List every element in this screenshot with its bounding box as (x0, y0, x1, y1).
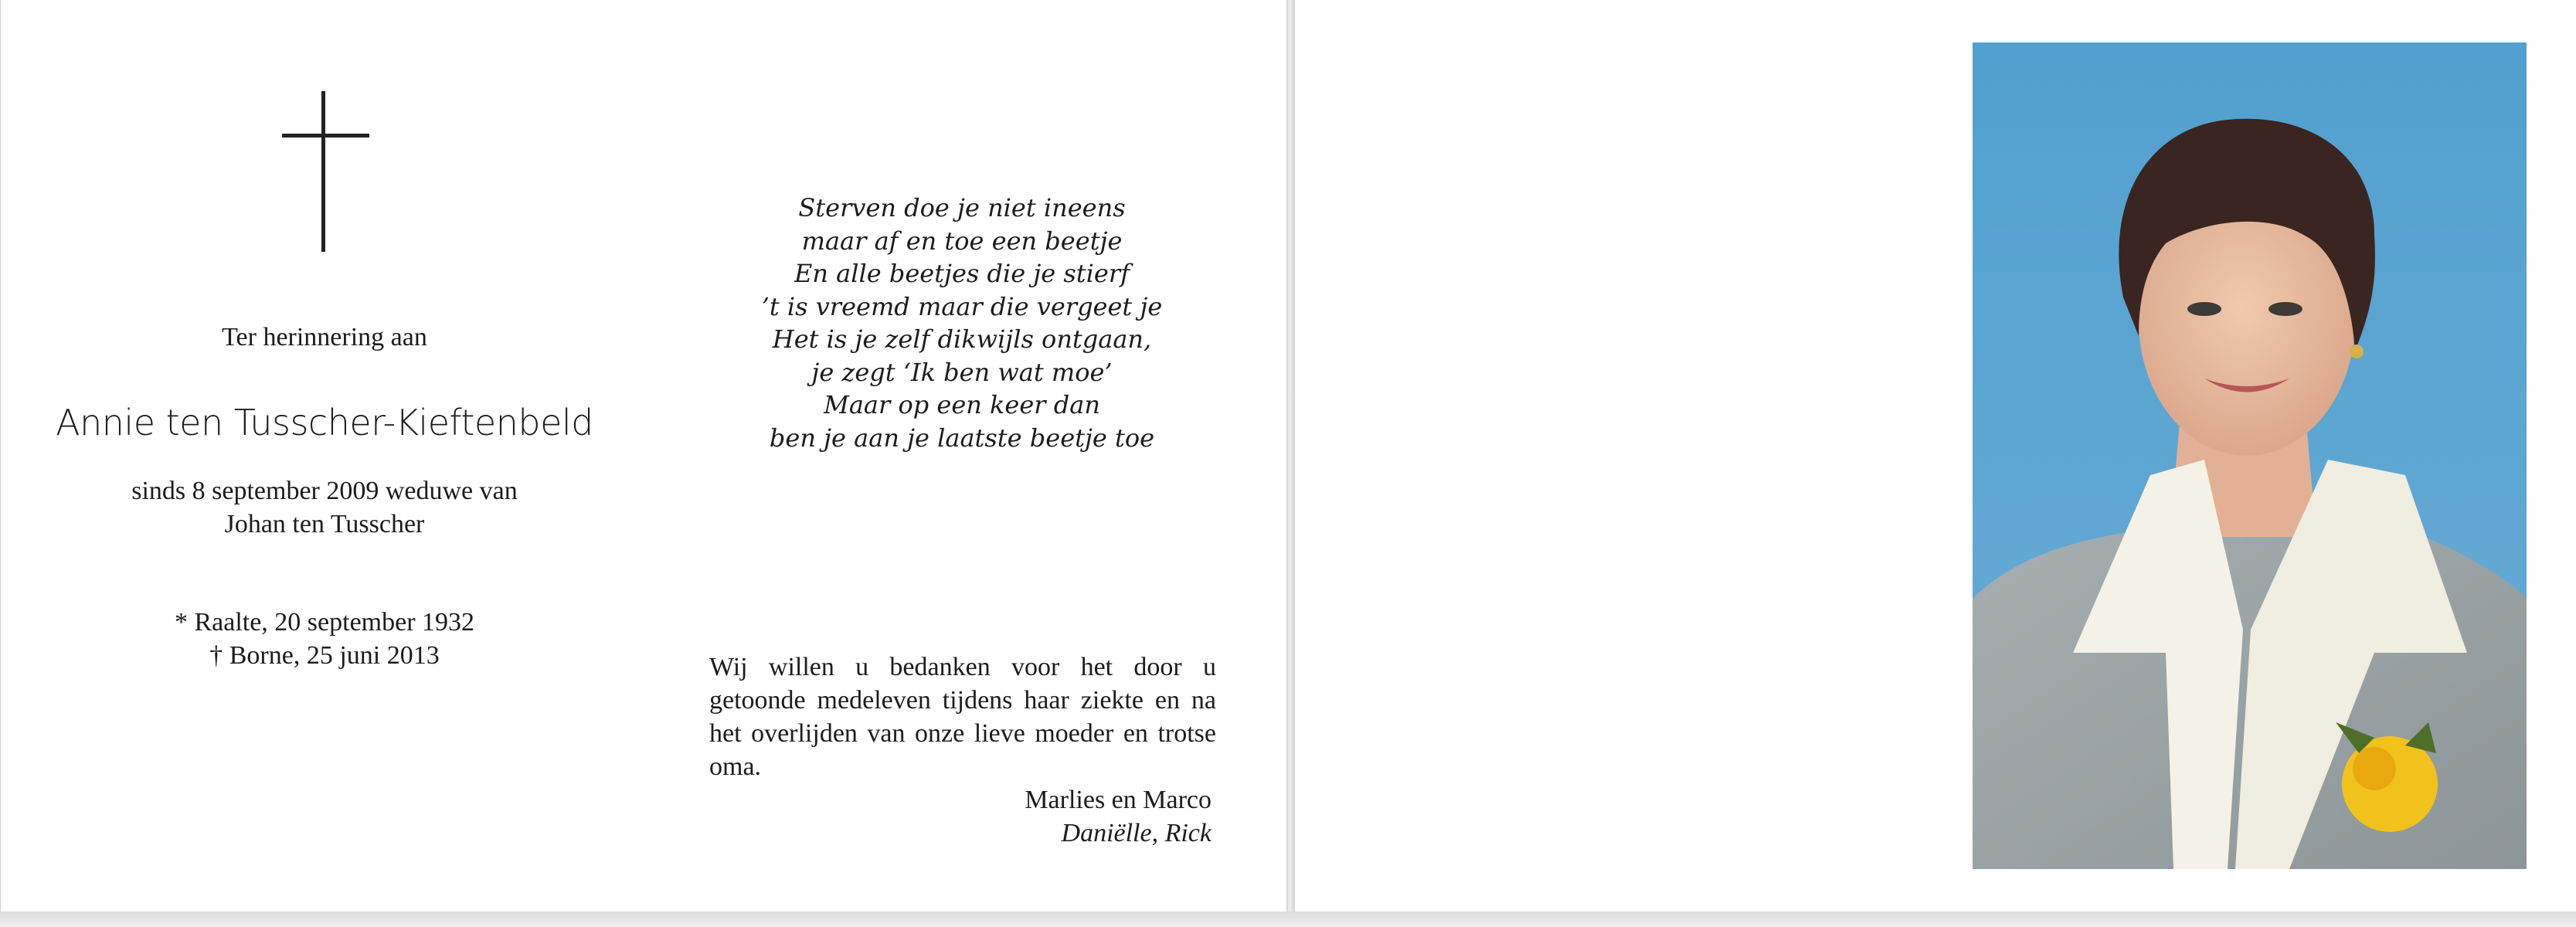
poem-line: ’t is vreemd maar die vergeet je (761, 291, 1163, 321)
in-memory-text: Ter herinnering aan (222, 323, 427, 351)
portrait-image (1973, 42, 2527, 869)
signature-parents: Marlies en Marco (1025, 786, 1212, 814)
poem-line: En alle beetjes die je stierf (794, 259, 1130, 288)
poem-line: ben je aan je laatste beetje toe (769, 423, 1155, 453)
widow-line-2: Johan ten Tusscher (224, 510, 425, 538)
in-memory-heading (85, 323, 564, 352)
cross-icon-bar (282, 134, 369, 138)
birth-date: * Raalte, 20 september 1932 (174, 608, 475, 637)
widow-line-1: sinds 8 september 2009 weduwe van (131, 477, 518, 505)
cross-icon (321, 91, 325, 252)
death-date: † Borne, 25 juni 2013 (209, 641, 440, 670)
card-fold (1286, 0, 1294, 912)
widow-info (70, 474, 579, 541)
portrait-photo (1973, 42, 2527, 869)
card-left-panel (0, 0, 1286, 912)
deceased-name-text: Annie ten Tusscher-Kieftenbeld (56, 402, 593, 443)
poem-line: je zegt ‘Ik ben wat moe’ (811, 357, 1113, 387)
poem-line: Het is je zelf dikwijls ontgaan, (772, 324, 1152, 354)
poem-line: Maar op een keer dan (824, 390, 1100, 419)
signature (850, 783, 1212, 850)
poem-line: Sterven doe je niet ineens (798, 193, 1126, 222)
poem (719, 192, 1205, 454)
deceased-name (46, 402, 603, 443)
life-dates (85, 606, 564, 672)
signature-children: Daniëlle, Rick (1061, 819, 1212, 847)
poem-line: maar af en toe een beetje (801, 226, 1123, 256)
thanks-paragraph: Wij willen u bedanken voor het door u getoonde medeleven tijdens haar ziekte en na het overlijden van onze lieve moeder en trotse oma. (709, 653, 1216, 781)
card-bottom-edge (0, 912, 2576, 927)
